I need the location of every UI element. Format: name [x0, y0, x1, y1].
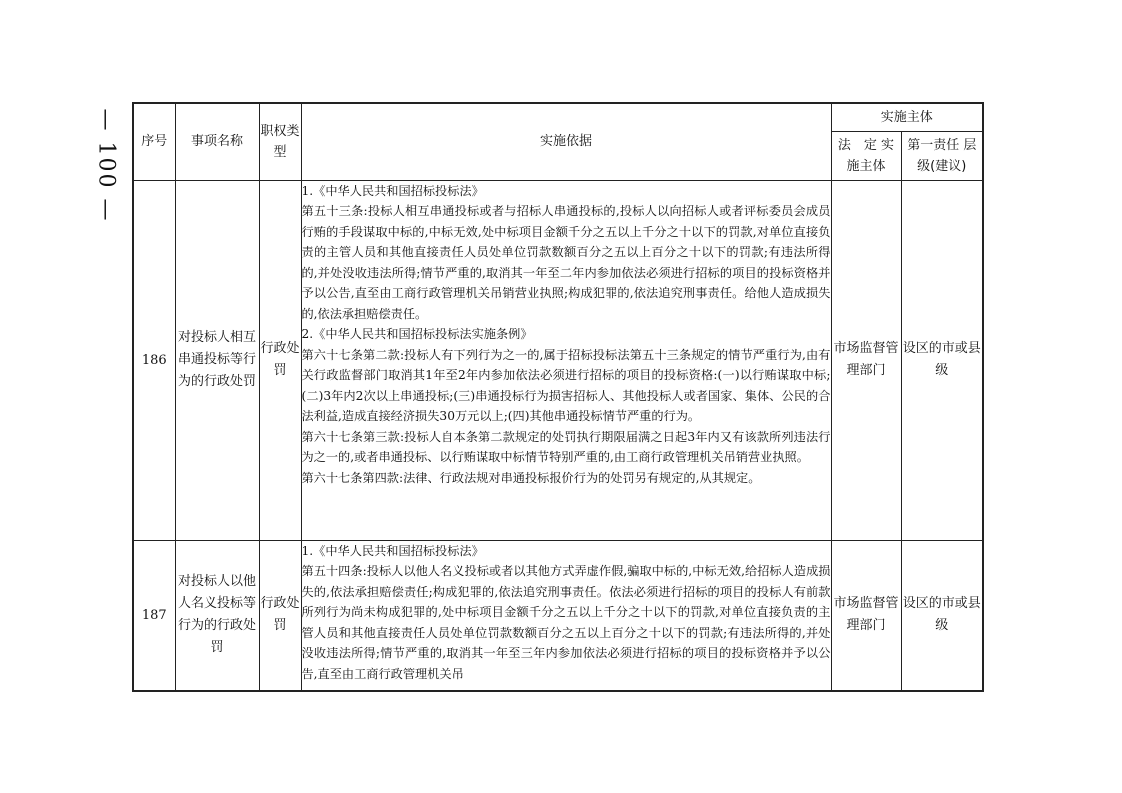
- basis-article: 第六十七条第四款:法律、行政法规对串通投标报价行为的处罚另有规定的,从其规定。: [301, 470, 761, 485]
- row-authority-type: 行政处罚: [259, 180, 301, 540]
- table-row: [133, 540, 983, 691]
- row-legal-subject: 市场监督管理部门: [831, 180, 901, 540]
- page-number: — 100 —: [93, 108, 119, 222]
- header-subject-group: 实施主体: [831, 103, 983, 131]
- table-row: [133, 180, 983, 540]
- basis-article: 第六十七条第三款:投标人自本条第二款规定的处罚执行期限届满之日起3年内又有该款所列违法行为之一的,或者串通投标、以行贿谋取中标情节特别严重的,由工商行政管理机关吊销营业执照。: [301, 429, 831, 464]
- header-seq: 序号: [133, 103, 175, 180]
- row-responsibility-level: 设区的市或县级: [901, 540, 983, 691]
- basis-article: 第五十三条:投标人相互串通投标或者与招标人串通投标的,投标人以向招标人或者评标委员会成员行贿的手段谋取中标的,中标无效,处中标项目金额千分之五以上千分之十以下的罚款,对单位直接负责的主管人员和其他直接责任人员处单位罚款数额百分之五以上百分之十以下的罚款;有违法所得的,并处没收违法所得;情节严重的,取消其一年至二年内参加依法必须进行招标的项目的投标资格并予以公告,直至由工商行政管理机关吊销营业执照;构成犯罪的,依法追究刑事责任。给他人造成损失的,依法承担赔偿责任。: [301, 204, 831, 321]
- basis-law-title: 2.《中华人民共和国招标投标法实施条例》: [301, 327, 533, 341]
- basis-article: 第五十四条:投标人以他人名义投标或者以其他方式弄虚作假,骗取中标的,中标无效,给招标人造成损失的,依法承担赔偿责任;构成犯罪的,依法追究刑事责任。依法必须进行招标的项目的投标人有前款所列行为尚未构成犯罪的,处中标项目金额千分之五以上千分之十以下的罚款,对单位直接负责的主管人员和其他直接责任人员处单位罚款数额百分之五以上百分之十以下的罚款;有违法所得的,并处没收违法所得;情节严重的,取消其一年至三年内参加依法必须进行招标的项目的投标资格并予以公告,直至由工商行政管理机关吊: [301, 564, 831, 681]
- header-basis: 实施依据: [301, 103, 831, 180]
- header-legal-subject: 法 定 实施主体: [831, 131, 901, 180]
- basis-article: 第六十七条第二款:投标人有下列行为之一的,属于招标投标法第五十三条规定的情节严重行为,由有关行政监督部门取消其1年至2年内参加依法必须进行招标的项目的投标资格:(一)以行贿谋取中标;(二)3年内2次以上串通投标;(三)串通投标行为损害招标人、其他投标人或者国家、集体、公民的合法利益,造成直接经济损失30万元以上;(四)其他串通投标情节严重的行为。: [301, 347, 831, 423]
- row-basis: [301, 180, 831, 540]
- row-seq: 186: [133, 180, 175, 540]
- row-seq: 187: [133, 540, 175, 691]
- row-item-name: 对投标人相互串通投标等行为的行政处罚: [175, 180, 259, 540]
- row-responsibility-level: 设区的市或县级: [901, 180, 983, 540]
- header-first-responsibility: 第一责任 层级(建议): [901, 131, 983, 180]
- header-row-top: [133, 103, 983, 131]
- header-item-name: 事项名称: [175, 103, 259, 180]
- row-authority-type: 行政处罚: [259, 540, 301, 691]
- row-item-name: 对投标人以他人名义投标等行为的行政处罚: [175, 540, 259, 691]
- header-authority-type: 职权类型: [259, 103, 301, 180]
- row-legal-subject: 市场监督管理部门: [831, 540, 901, 691]
- authority-list-table: [132, 102, 984, 692]
- basis-law-title: 1.《中华人民共和国招标投标法》: [301, 183, 484, 198]
- basis-law-title: 1.《中华人民共和国招标投标法》: [301, 543, 484, 558]
- row-basis: [301, 540, 831, 691]
